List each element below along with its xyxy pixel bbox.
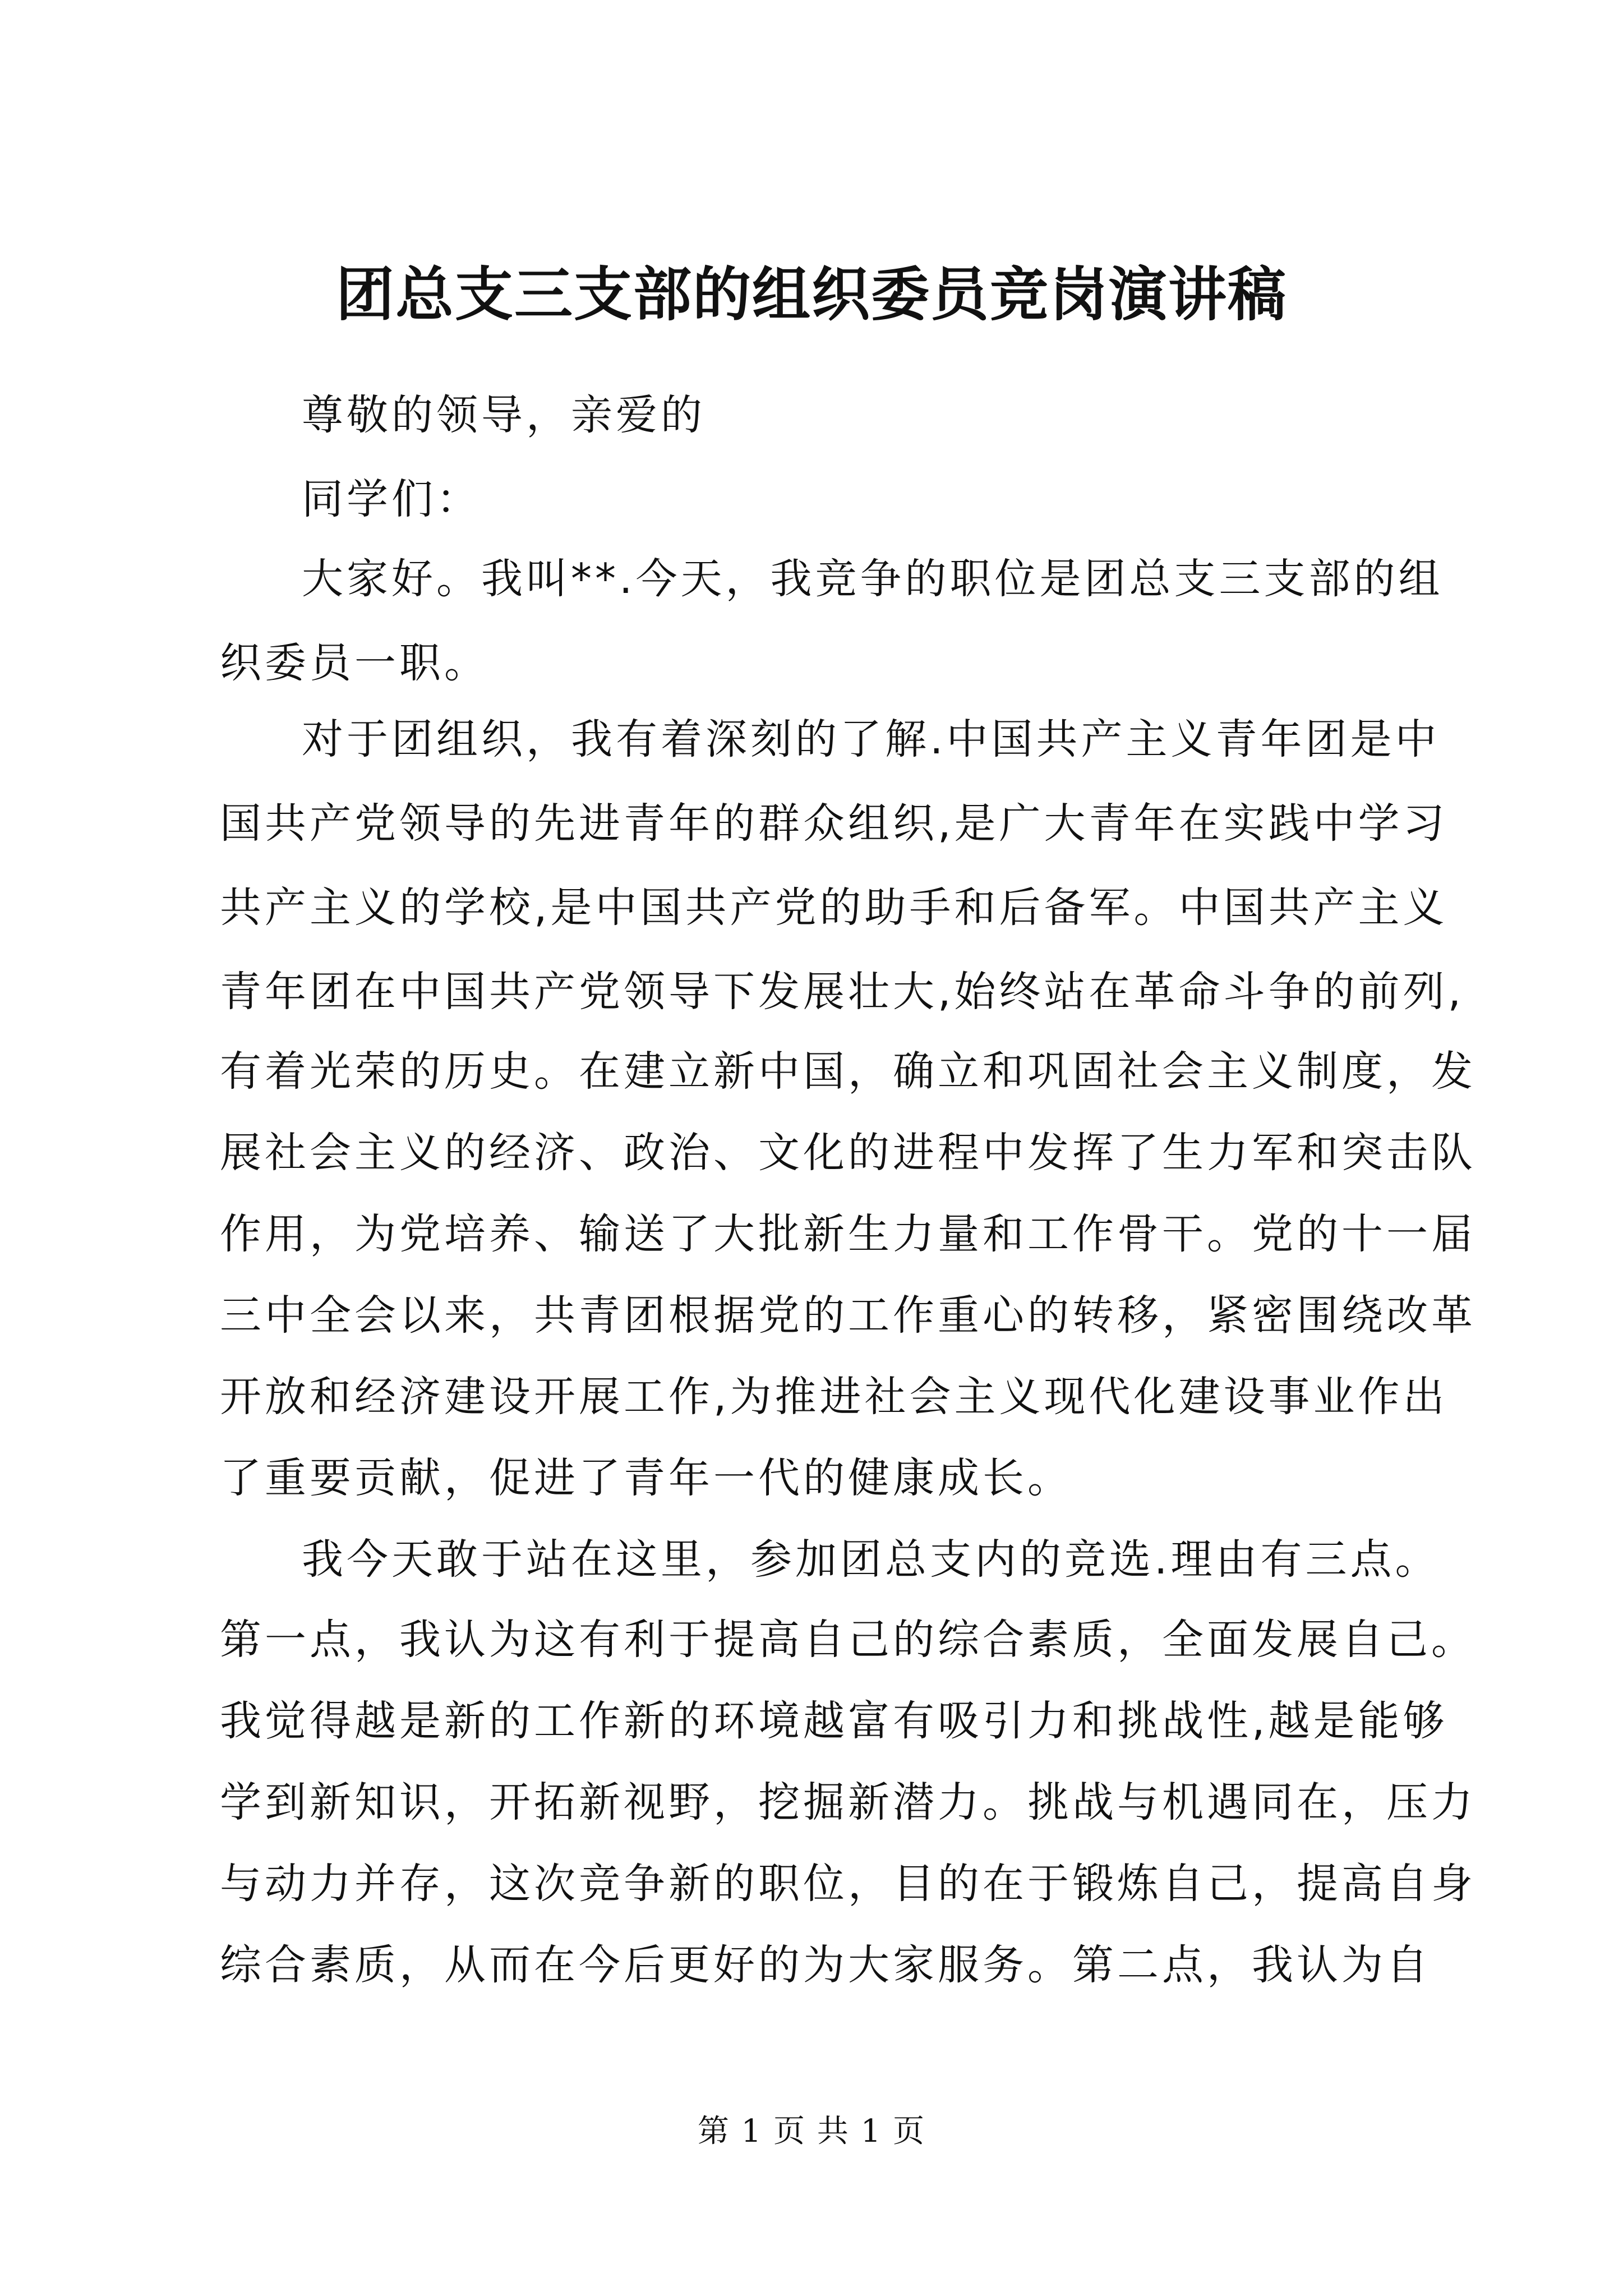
paragraph-2-line-5: 有着光荣的历史。在建立新中国，确立和巩固社会主义制度，发: [220, 1047, 1476, 1096]
paragraph-3-line-5: 与动力并存，这次竞争新的职位，目的在于锻炼自己，提高自身: [220, 1860, 1476, 1908]
paragraph-1-line-2: 织委员一职。: [220, 639, 489, 687]
salutation-line-2: 同学们：: [302, 475, 481, 523]
paragraph-2-line-9: 开放和经济建设开展工作,为推进社会主义现代化建设事业作出: [220, 1373, 1448, 1421]
document-title: 团总支三支部的组织委员竞岗演讲稿: [335, 260, 1287, 329]
paragraph-2-line-6: 展社会主义的经济、政治、文化的进程中发挥了生力军和突击队: [220, 1129, 1476, 1177]
paragraph-3-line-1: 我今天敢于站在这里，参加团总支内的竞选.理由有三点。: [302, 1535, 1440, 1584]
paragraph-2-line-3: 共产主义的学校,是中国共产党的助手和后备军。中国共产主义: [220, 884, 1448, 932]
paragraph-2-line-7: 作用，为党培养、输送了大批新生力量和工作骨干。党的十一届: [220, 1210, 1476, 1258]
paragraph-3-line-6: 综合素质，从而在今后更好的为大家服务。第二点，我认为自: [220, 1941, 1431, 1989]
paragraph-3-line-4: 学到新知识，开拓新视野，挖掘新潜力。挑战与机遇同在，压力: [220, 1778, 1476, 1826]
paragraph-2-line-4: 青年团在中国共产党领导下发展壮大,始终站在革命斗争的前列,: [220, 968, 1465, 1016]
salutation-line-1: 尊敬的领导，亲爱的: [302, 391, 706, 439]
paragraph-2-line-2: 国共产党领导的先进青年的群众组织,是广大青年在实践中学习: [220, 799, 1448, 848]
paragraph-2-line-8: 三中全会以来，共青团根据党的工作重心的转移，紧密围绕改革: [220, 1291, 1476, 1340]
paragraph-3-line-2: 第一点，我认为这有利于提高自己的综合素质，全面发展自己。: [220, 1616, 1476, 1664]
page-number-footer: 第 1 页 共 1 页: [697, 2113, 926, 2150]
paragraph-1-line-1: 大家好。我叫**.今天，我竞争的职位是团总支三支部的组: [302, 555, 1444, 603]
paragraph-2-line-1: 对于团组织，我有着深刻的了解.中国共产主义青年团是中: [302, 715, 1440, 763]
paragraph-2-line-10: 了重要贡献，促进了青年一代的健康成长。: [220, 1454, 1072, 1502]
paragraph-3-line-3: 我觉得越是新的工作新的环境越富有吸引力和挑战性,越是能够: [220, 1697, 1448, 1745]
